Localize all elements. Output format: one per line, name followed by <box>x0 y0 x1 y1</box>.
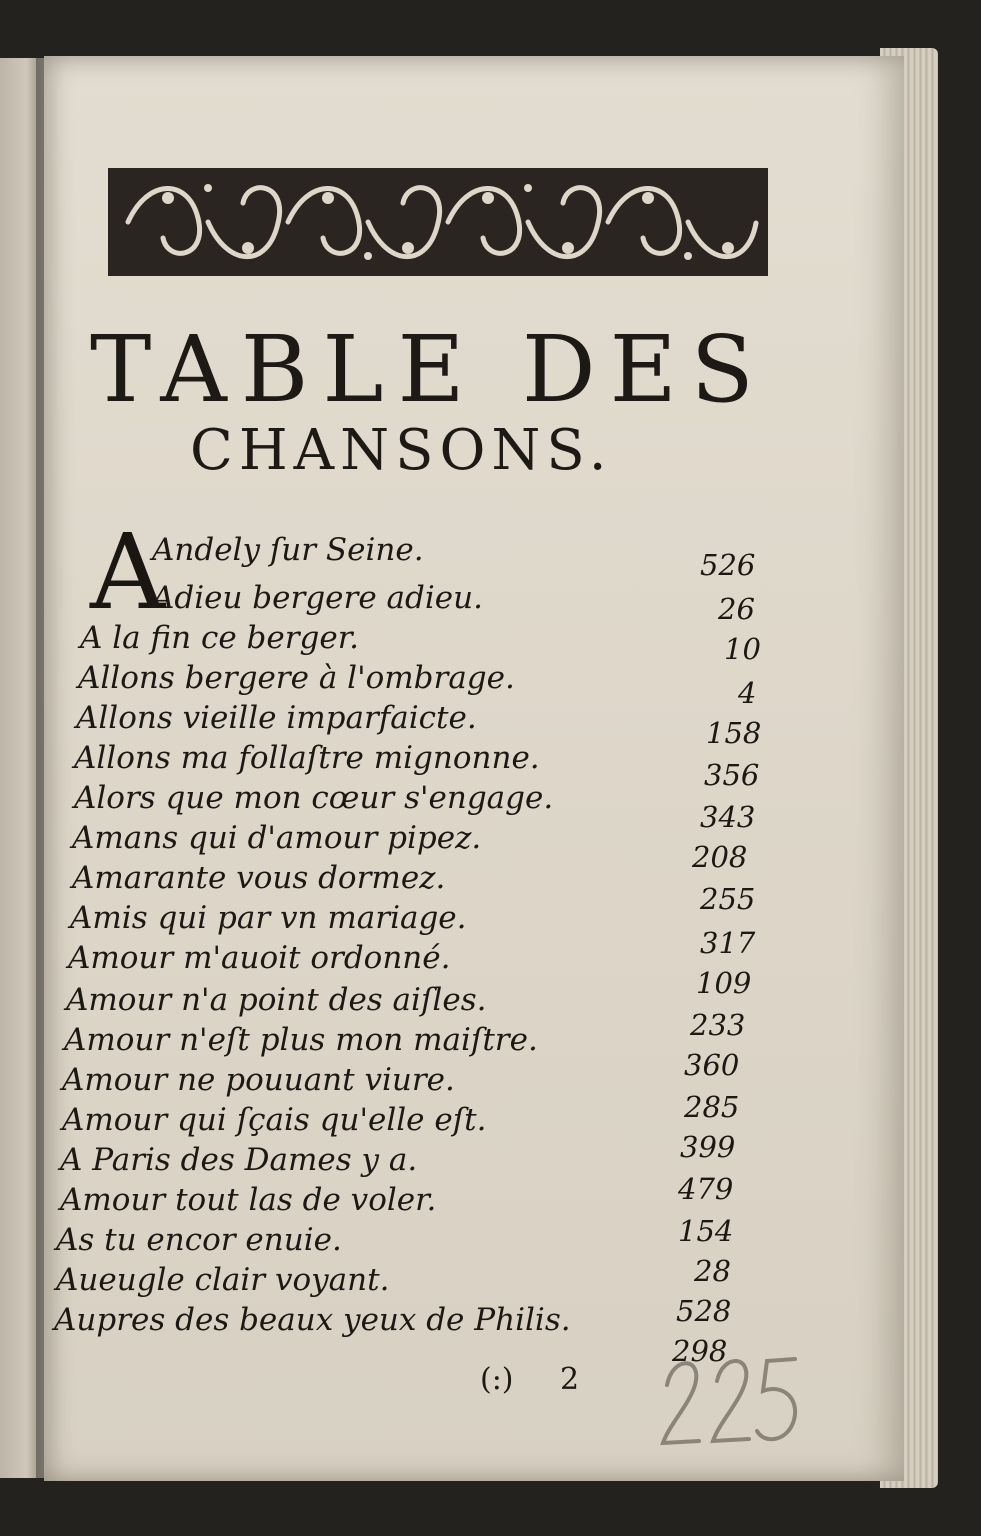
list-item: Amarante vous dormez. <box>72 860 446 896</box>
page-number: 298 <box>672 1334 728 1368</box>
list-item: A Paris des Dames y a. <box>60 1142 418 1178</box>
page-number: 26 <box>718 592 755 626</box>
page-number: 360 <box>684 1048 740 1082</box>
page-number: 28 <box>694 1254 731 1288</box>
list-item: Aupres des beaux yeux de Philis. <box>54 1302 571 1338</box>
list-item: Allons vieille imparfaicte. <box>76 700 477 736</box>
pencil-annotation <box>655 1345 805 1455</box>
drop-cap: A <box>90 511 166 633</box>
signature-number: 2 <box>560 1362 580 1397</box>
page-number: 233 <box>690 1008 746 1042</box>
signature-mark: (:) <box>480 1362 514 1397</box>
page-number: 109 <box>696 966 752 1000</box>
list-item: Allons bergere à l'ombrage. <box>78 660 515 696</box>
list-item: Allons ma follaſtre mignonne. <box>74 740 540 776</box>
list-item: Amour qui ſçais qu'elle eſt. <box>62 1102 487 1138</box>
page-number: 528 <box>676 1294 732 1328</box>
page-title: TABLE DES <box>90 316 768 423</box>
list-item: Amour ne pouuant viure. <box>62 1062 455 1098</box>
list-item: Amans qui d'amour pipez. <box>72 820 482 856</box>
page-number: 526 <box>700 548 756 582</box>
page-number: 158 <box>706 716 762 750</box>
list-item: Amour tout las de voler. <box>60 1182 437 1218</box>
page-number: 399 <box>680 1130 736 1164</box>
page-number: 208 <box>692 840 748 874</box>
page-number: 255 <box>700 882 756 916</box>
page-number: 10 <box>724 632 761 666</box>
list-item: Amour m'auoit ordonné. <box>68 940 451 976</box>
list-item: Amour n'a point des aiſles. <box>66 982 487 1018</box>
page-number: 479 <box>678 1172 734 1206</box>
page-number: 356 <box>704 758 760 792</box>
list-item: Amis qui par vn mariage. <box>70 900 467 936</box>
page-number: 285 <box>684 1090 740 1124</box>
list-item: Adieu bergere adieu. <box>152 580 483 616</box>
page-number: 154 <box>678 1214 734 1248</box>
page-number: 4 <box>738 676 757 710</box>
list-item: Andely ſur Seine. <box>152 532 424 568</box>
list-item: Aueugle clair voyant. <box>56 1262 390 1298</box>
list-item: A la fin ce berger. <box>80 620 360 656</box>
list-item: Amour n'eſt plus mon maiſtre. <box>64 1022 538 1058</box>
list-item: As tu encor enuie. <box>56 1222 342 1258</box>
page-number: 317 <box>700 926 756 960</box>
list-item: Alors que mon cœur s'engage. <box>74 780 554 816</box>
page-number: 343 <box>700 800 756 834</box>
page-subtitle: CHANSONS. <box>190 418 613 483</box>
